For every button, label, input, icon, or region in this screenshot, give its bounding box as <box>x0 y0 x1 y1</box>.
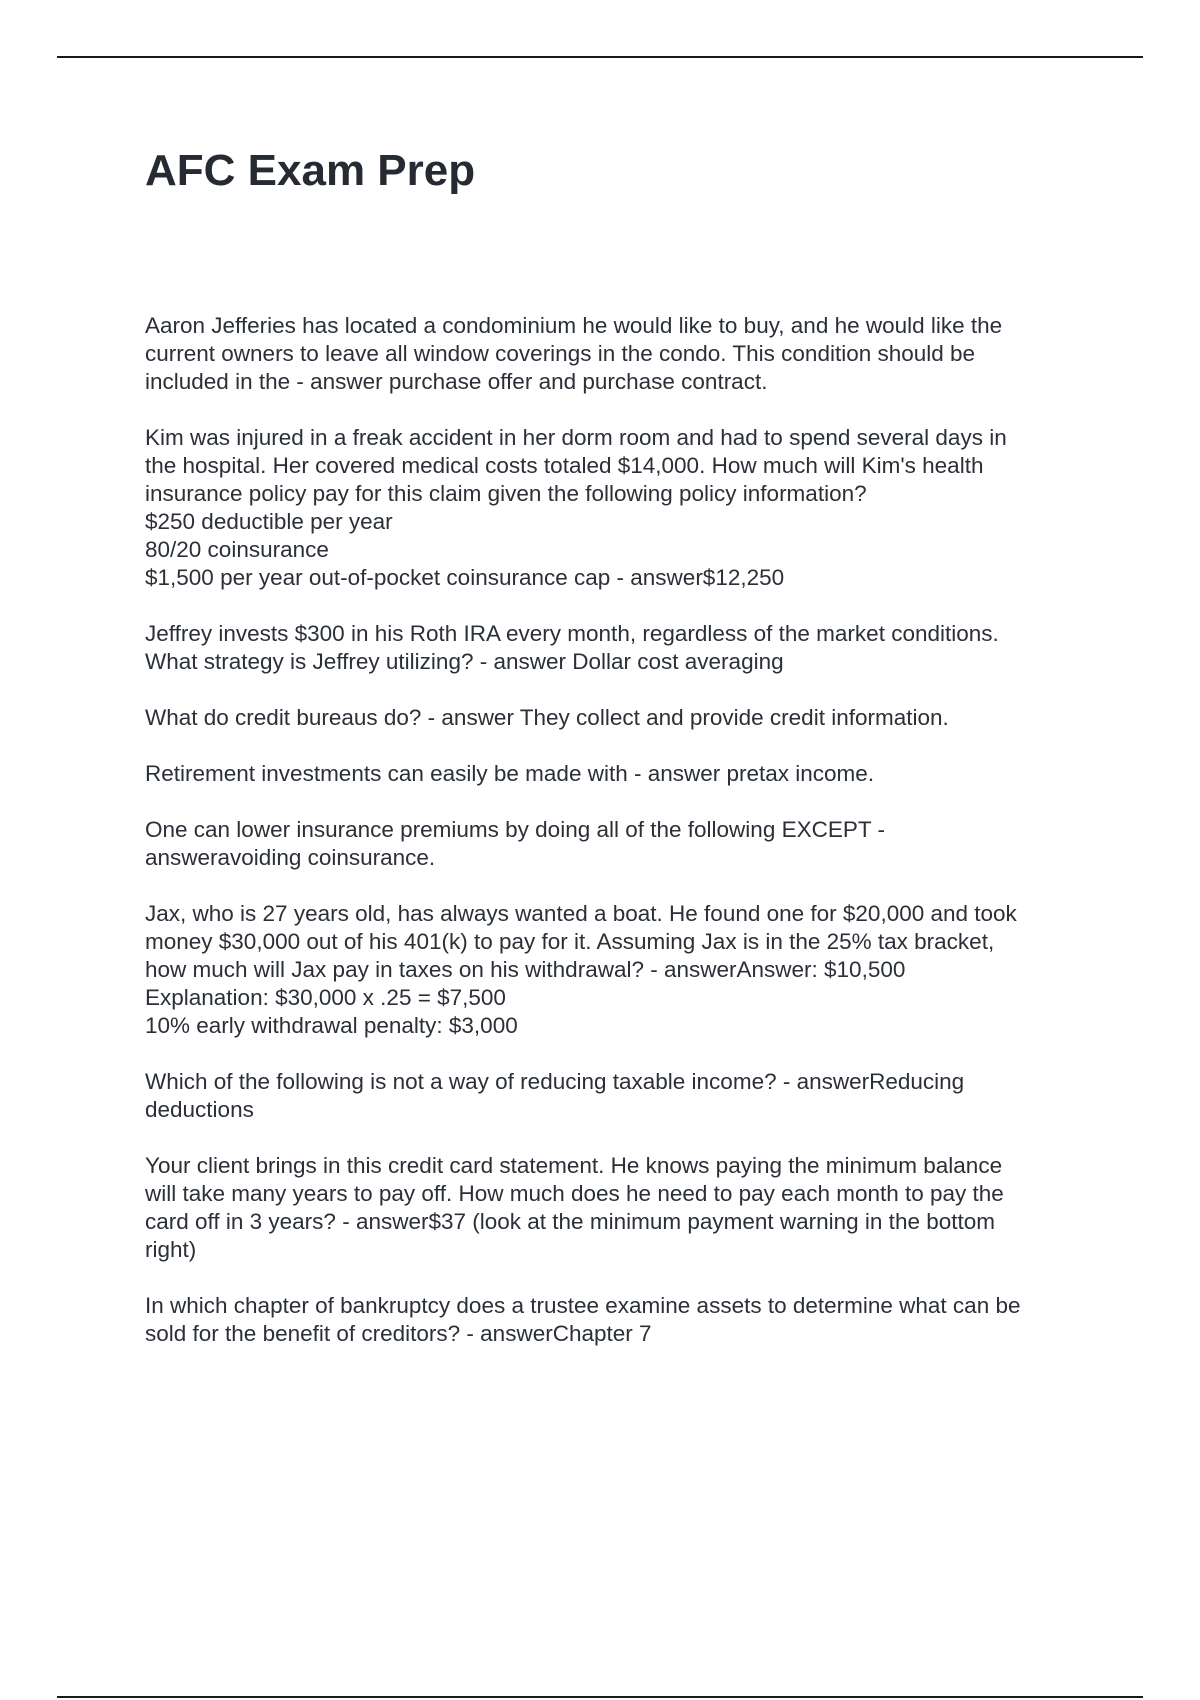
qa-text-line: current owners to leave all window coverings in the condo. This condition should be <box>145 341 976 366</box>
qa-text-line: In which chapter of bankruptcy does a trustee examine assets to determine what can be <box>145 1293 1021 1318</box>
qa-text-line: how much will Jax pay in taxes on his withdrawal? - answerAnswer: $10,500 <box>145 957 906 982</box>
qa-item <box>145 900 1095 1040</box>
qa-text-line: included in the - answer purchase offer and purchase contract. <box>145 369 768 394</box>
qa-text-line: money $30,000 out of his 401(k) to pay for it. Assuming Jax is in the 25% tax bracket, <box>145 929 995 954</box>
qa-text-line: $250 deductible per year <box>145 509 393 534</box>
qa-text-line: answeravoiding coinsurance. <box>145 845 436 870</box>
qa-text-line: Jax, who is 27 years old, has always wanted a boat. He found one for $20,000 and took <box>145 901 1017 926</box>
qa-text-line: Which of the following is not a way of reducing taxable income? - answerReducing <box>145 1069 965 1094</box>
qa-text-line: Kim was injured in a freak accident in her dorm room and had to spend several days in <box>145 425 1007 450</box>
qa-item <box>145 816 1095 872</box>
qa-text-line: Aaron Jefferies has located a condominium he would like to buy, and he would like the <box>145 313 1003 338</box>
bottom-rule <box>57 1696 1143 1698</box>
qa-item <box>145 704 1095 732</box>
qa-item <box>145 1068 1095 1124</box>
qa-text-line: Retirement investments can easily be made with - answer pretax income. <box>145 761 875 786</box>
qa-item <box>145 760 1095 788</box>
qa-text-line: One can lower insurance premiums by doing all of the following EXCEPT - <box>145 817 885 842</box>
qa-item <box>145 620 1095 676</box>
qa-item <box>145 312 1095 396</box>
qa-text-line: the hospital. Her covered medical costs totaled $14,000. How much will Kim's health <box>145 453 984 478</box>
qa-text-line: 80/20 coinsurance <box>145 537 329 562</box>
qa-text-line: right) <box>145 1237 197 1262</box>
qa-text-line: 10% early withdrawal penalty: $3,000 <box>145 1013 518 1038</box>
top-rule <box>57 56 1143 58</box>
qa-text-line: will take many years to pay off. How much does he need to pay each month to pay the <box>145 1181 1004 1206</box>
qa-text-line: insurance policy pay for this claim given the following policy information? <box>145 481 867 506</box>
qa-text-line: Explanation: $30,000 x .25 = $7,500 <box>145 985 506 1010</box>
qa-text-line: Jeffrey invests $300 in his Roth IRA every month, regardless of the market conditions. <box>145 621 999 646</box>
qa-item <box>145 424 1095 592</box>
qa-text-line: What do credit bureaus do? - answer They collect and provide credit information. <box>145 705 949 730</box>
qa-text-line: deductions <box>145 1097 254 1122</box>
qa-item <box>145 1152 1095 1264</box>
qa-list <box>145 312 1095 1376</box>
page-title: AFC Exam Prep <box>145 146 476 195</box>
qa-text-line: sold for the benefit of creditors? - answerChapter 7 <box>145 1321 652 1346</box>
qa-item <box>145 1292 1095 1348</box>
qa-text-line: card off in 3 years? - answer$37 (look at the minimum payment warning in the bottom <box>145 1209 996 1234</box>
qa-text-line: Your client brings in this credit card statement. He knows paying the minimum balance <box>145 1153 1003 1178</box>
qa-text-line: $1,500 per year out-of-pocket coinsurance cap - answer$12,250 <box>145 565 785 590</box>
qa-text-line: What strategy is Jeffrey utilizing? - answer Dollar cost averaging <box>145 649 784 674</box>
